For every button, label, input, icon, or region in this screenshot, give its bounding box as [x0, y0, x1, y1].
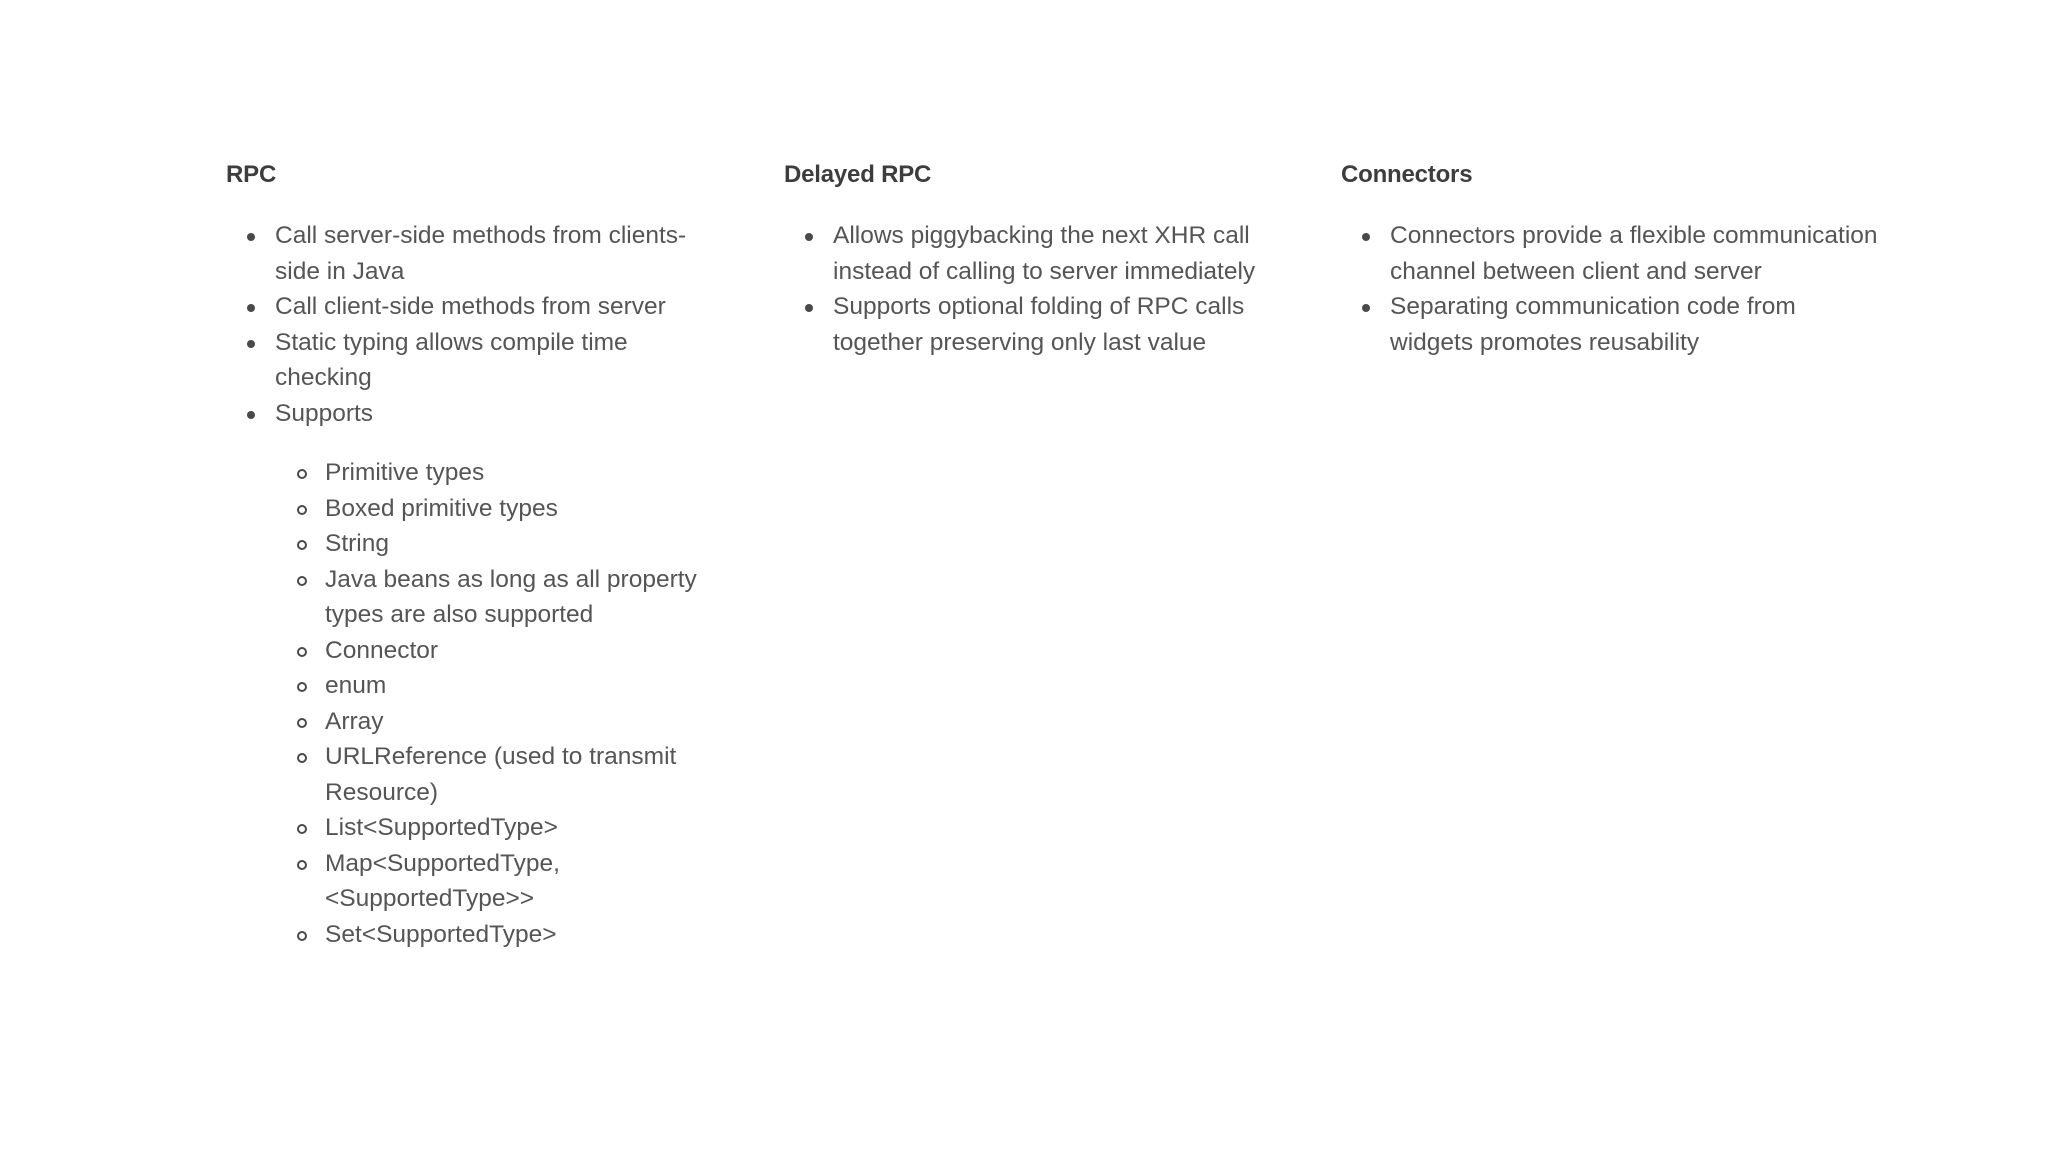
- sub-bullet-text: Map<SupportedType, <SupportedType>>: [325, 849, 560, 912]
- bullet-item: [226, 325, 726, 396]
- bullet-disc-icon: [805, 233, 813, 241]
- bullet-item: [226, 289, 726, 325]
- bullet-disc-icon: [1362, 233, 1370, 241]
- column-heading: Delayed RPC: [784, 161, 932, 188]
- bullet-disc-icon: [247, 304, 255, 312]
- sub-bullet-item: [275, 810, 726, 846]
- bullet-circle-icon: [297, 505, 307, 515]
- column-delayed-rpc: [784, 157, 1324, 360]
- bullet-text: Call server-side methods from clients-side in Java: [275, 222, 687, 285]
- bullet-item: [784, 289, 1324, 360]
- sub-bullet-item: [275, 491, 726, 527]
- bullet-text: Separating communication code from widgets promotes reusability: [1390, 293, 1796, 356]
- bullet-disc-icon: [247, 233, 255, 241]
- sub-bullet-item: [275, 526, 726, 562]
- bullet-item: [1341, 289, 1881, 360]
- bullet-list: [226, 218, 726, 952]
- sub-bullet-item: [275, 846, 726, 917]
- sub-bullet-text: Boxed primitive types: [325, 494, 558, 522]
- sub-bullet-text: URLReference (used to transmit Resource): [325, 743, 677, 806]
- sub-bullet-item: [275, 739, 726, 810]
- column-connectors: [1341, 157, 1881, 360]
- bullet-item: [1341, 218, 1881, 289]
- bullet-circle-icon: [297, 576, 307, 586]
- bullet-circle-icon: [297, 824, 307, 834]
- sub-bullet-item: [275, 455, 726, 491]
- bullet-circle-icon: [297, 682, 307, 692]
- bullet-circle-icon: [297, 718, 307, 728]
- column-heading: Connectors: [1341, 161, 1473, 188]
- sub-bullet-text: Java beans as long as all property types are also supported: [325, 565, 697, 628]
- bullet-disc-icon: [247, 340, 255, 348]
- bullet-circle-icon: [297, 931, 307, 941]
- bullet-text: Allows piggybacking the next XHR call instead of calling to server immediately: [833, 222, 1256, 285]
- bullet-disc-icon: [247, 411, 255, 419]
- sub-bullet-text: String: [325, 530, 390, 557]
- bullet-disc-icon: [805, 304, 813, 312]
- bullet-text: Call client-side methods from server: [275, 293, 666, 320]
- sub-bullet-item: [275, 704, 726, 740]
- sub-bullet-list: [275, 455, 726, 952]
- sub-bullet-text: Connector: [325, 636, 439, 664]
- sub-bullet-item: [275, 668, 726, 704]
- bullet-circle-icon: [297, 647, 307, 657]
- bullet-list: [1341, 218, 1881, 360]
- column-heading: RPC: [226, 161, 277, 188]
- bullet-circle-icon: [297, 469, 307, 479]
- sub-bullet-item: [275, 562, 726, 633]
- bullet-text: Supports optional folding of RPC calls together preserving only last value: [833, 293, 1245, 356]
- sub-bullet-text: Set<SupportedType>: [325, 920, 557, 948]
- bullet-circle-icon: [297, 753, 307, 763]
- sub-bullet-item: [275, 917, 726, 953]
- bullet-circle-icon: [297, 860, 307, 870]
- bullet-text: Supports: [275, 399, 374, 427]
- sub-bullet-text: Primitive types: [325, 459, 485, 486]
- bullet-circle-icon: [297, 540, 307, 550]
- bullet-item: [226, 396, 726, 953]
- bullet-text: Static typing allows compile time checking: [275, 328, 628, 391]
- sub-bullet-item: [275, 633, 726, 669]
- column-rpc: [226, 157, 726, 952]
- bullet-disc-icon: [1362, 304, 1370, 312]
- bullet-item: [784, 218, 1324, 289]
- bullet-text: Connectors provide a flexible communication channel between client and server: [1390, 222, 1878, 285]
- sub-bullet-text: enum: [325, 672, 387, 699]
- bullet-list: [784, 218, 1324, 360]
- sub-bullet-text: Array: [325, 707, 384, 735]
- bullet-item: [226, 218, 726, 289]
- sub-bullet-text: List<SupportedType>: [325, 814, 558, 841]
